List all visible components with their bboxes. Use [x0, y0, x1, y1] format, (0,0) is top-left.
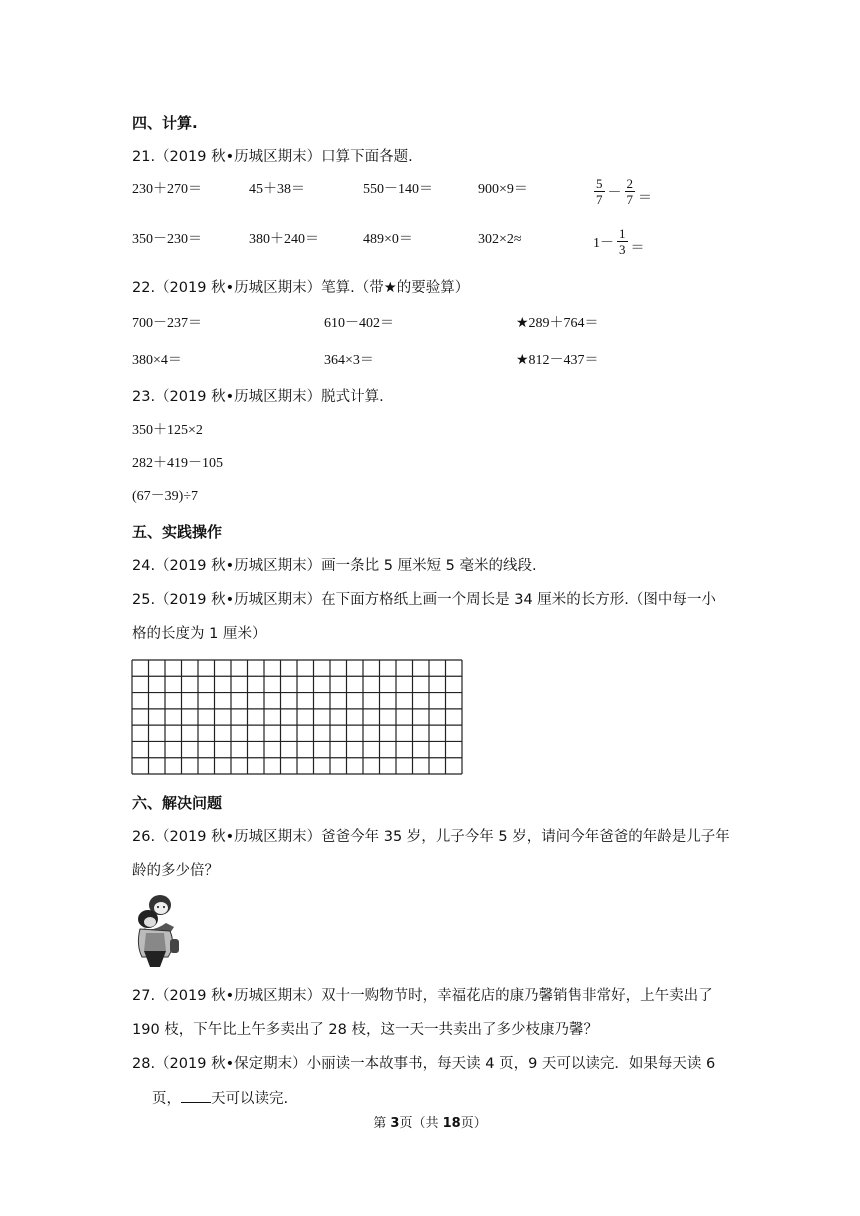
grid-paper[interactable]	[131, 659, 463, 775]
q21-expr: 550－140＝	[363, 182, 433, 197]
fraction: $\frac{2}{7}$	[626, 176, 633, 207]
q21-expr: 900×9＝	[478, 182, 528, 197]
q21-expr: 380＋240＝	[249, 232, 319, 247]
q21-fraction-expr: 1－ $\frac{1}{3}$ ＝	[593, 226, 645, 257]
question-25-cont: 格的长度为 1 厘米）	[132, 626, 267, 642]
q21-expr: 230＋270＝	[132, 182, 202, 197]
q22-expr: 610－402＝	[324, 316, 394, 331]
question-21: 21.（2019 秋•历城区期末）口算下面各题.	[132, 149, 413, 165]
q21-fraction-expr: $\frac{5}{7}$ － $\frac{2}{7}$ ＝	[596, 176, 652, 207]
q21-expr: 302×2≈	[478, 232, 522, 247]
total-pages: 18	[442, 1116, 461, 1131]
question-22: 22.（2019 秋•历城区期末）笔算.（带★的要验算）	[132, 280, 470, 296]
fraction: $\frac{1}{3}$	[619, 226, 626, 257]
page-footer: 第 3页（共 18页）	[373, 1116, 487, 1131]
question-23: 23.（2019 秋•历城区期末）脱式计算.	[132, 389, 384, 405]
section-heading-calculation: 四、计算.	[132, 114, 198, 132]
q28-text-b: 天可以读完.	[211, 1091, 289, 1107]
father-son-illustration	[130, 893, 186, 969]
section-heading-practice: 五、实践操作	[132, 523, 223, 541]
page-number: 3	[390, 1116, 400, 1131]
question-25: 25.（2019 秋•历城区期末）在下面方格纸上画一个周长是 34 厘米的长方形.（图中每一小	[132, 592, 716, 608]
question-26-cont: 龄的多少倍？	[132, 863, 219, 879]
q22-expr: ★289＋764＝	[516, 316, 599, 331]
q23-expr: 282＋419－105	[132, 456, 223, 471]
question-28-cont	[152, 1088, 288, 1109]
fraction: $\frac{5}{7}$	[596, 176, 603, 207]
q22-expr: ★812－437＝	[516, 353, 599, 368]
q21-expr: 489×0＝	[363, 232, 413, 247]
answer-blank[interactable]	[181, 1088, 211, 1103]
question-24: 24.（2019 秋•历城区期末）画一条比 5 厘米短 5 毫米的线段.	[132, 558, 537, 574]
question-26: 26.（2019 秋•历城区期末）爸爸今年 35 岁，儿子今年 5 岁，请问今年爸爸的年龄是儿子年	[132, 829, 730, 845]
q21-expr: 45＋38＝	[249, 182, 305, 197]
q22-expr: 380×4＝	[132, 353, 182, 368]
q28-text-a: 页，	[152, 1091, 181, 1107]
q23-expr: 350＋125×2	[132, 423, 203, 438]
section-heading-problems: 六、解决问题	[132, 794, 223, 812]
q23-expr: (67－39)÷7	[132, 489, 199, 504]
q22-expr: 700－237＝	[132, 316, 202, 331]
question-27-cont: 190 枝，下午比上午多卖出了 28 枝，这一天一共卖出了多少枝康乃馨？	[132, 1022, 598, 1038]
question-28: 28.（2019 秋•保定期末）小丽读一本故事书，每天读 4 页，9 天可以读完．如果每天读 6	[132, 1056, 716, 1072]
q22-expr: 364×3＝	[324, 353, 374, 368]
question-27: 27.（2019 秋•历城区期末）双十一购物节时，幸福花店的康乃馨销售非常好，上午卖出了	[132, 988, 713, 1004]
q21-expr: 350－230＝	[132, 232, 202, 247]
